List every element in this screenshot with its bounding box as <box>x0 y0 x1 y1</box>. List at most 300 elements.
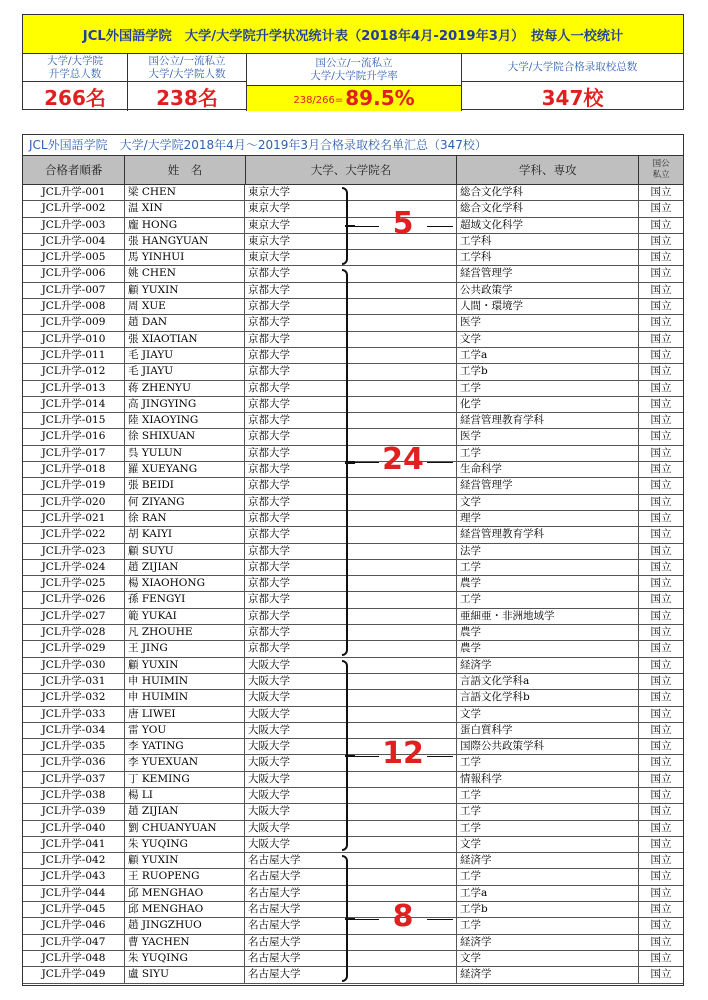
group-bracket-notch <box>345 755 355 758</box>
summary-head-line1: 国公立/一流私立 <box>315 56 393 69</box>
table-row <box>23 462 683 478</box>
summary-head-line1: 大学/大学院合格录取校总数 <box>507 61 638 73</box>
cell-type: 国立 <box>650 283 672 296</box>
table-row <box>23 690 683 706</box>
cell-university: 京都大学 <box>245 283 457 298</box>
cell-type: 国立 <box>650 788 672 801</box>
table-row <box>23 788 683 804</box>
cell-university: 京都大学 <box>245 364 457 379</box>
group-connector-line <box>355 462 379 463</box>
cell-major: 農学 <box>457 576 639 591</box>
table-row <box>23 755 683 771</box>
table-row <box>23 234 683 250</box>
summary-head-line2: 升学总人数 <box>48 67 102 80</box>
table-row <box>23 609 683 625</box>
cell-type: 国立 <box>650 935 672 948</box>
cell-university: 東京大学 <box>245 218 457 233</box>
cell-university: 京都大学 <box>245 299 457 314</box>
summary-head-line2: 大学/大学院人数 <box>148 67 226 80</box>
cell-name: 凡 ZHOUHE <box>125 625 245 640</box>
cell-order: JCL升学-017 <box>23 446 125 461</box>
cell-university: 京都大学 <box>245 511 457 526</box>
cell-university: 名古屋大学 <box>245 935 457 950</box>
cell-university: 京都大学 <box>245 478 457 493</box>
cell-name: 龐 HONG <box>125 218 245 233</box>
cell-type: 国立 <box>650 756 672 769</box>
cell-university: 大阪大学 <box>245 658 457 673</box>
cell-university: 京都大学 <box>245 266 457 281</box>
cell-order: JCL升学-022 <box>23 527 125 542</box>
cell-type: 国立 <box>650 511 672 524</box>
group-bracket-notch <box>345 461 355 464</box>
cell-order: JCL升学-035 <box>23 739 125 754</box>
cell-name: 胡 KAIYI <box>125 527 245 542</box>
cell-name: 孫 FENGYI <box>125 592 245 607</box>
summary-col-top-schools <box>128 54 247 111</box>
cell-university: 京都大学 <box>245 592 457 607</box>
group-connector-line <box>355 919 379 920</box>
cell-major: 総合文化学科 <box>457 185 639 200</box>
cell-major: 化学 <box>457 397 639 412</box>
header-university: 大学、大学院名 <box>246 156 458 184</box>
cell-order: JCL升学-025 <box>23 576 125 591</box>
cell-name: 李 YATING <box>125 739 245 754</box>
cell-major: 工学科 <box>457 250 639 265</box>
summary-col-rate <box>247 54 462 111</box>
cell-name: 朱 YUQING <box>125 951 245 966</box>
table-row <box>23 821 683 837</box>
cell-order: JCL升学-036 <box>23 755 125 770</box>
cell-type: 国立 <box>650 772 672 785</box>
cell-university: 大阪大学 <box>245 821 457 836</box>
summary-grid <box>23 54 683 111</box>
group-connector-line <box>427 226 453 227</box>
cell-type: 国立 <box>650 186 672 198</box>
summary-value: 238名 <box>156 86 218 110</box>
cell-major: 情報科学 <box>457 772 639 787</box>
cell-university: 京都大学 <box>245 462 457 477</box>
cell-university: 京都大学 <box>245 609 457 624</box>
cell-name: 劉 CHUANYUAN <box>125 821 245 836</box>
table-row <box>23 592 683 608</box>
cell-order: JCL升学-046 <box>23 918 125 933</box>
table-row <box>23 739 683 755</box>
cell-type: 国立 <box>650 479 672 492</box>
cell-name: 唐 LIWEI <box>125 707 245 722</box>
table-row <box>23 527 683 543</box>
cell-order: JCL升学-005 <box>23 250 125 265</box>
summary-head-line1: 国公立/一流私立 <box>148 54 226 67</box>
cell-type: 国立 <box>650 805 672 818</box>
cell-university: 大阪大学 <box>245 739 457 754</box>
cell-name: 趙 JINGZHUO <box>125 918 245 933</box>
cell-type: 国立 <box>650 495 672 508</box>
cell-type: 国立 <box>650 414 672 427</box>
cell-type: 国立 <box>650 707 672 720</box>
table-row <box>23 364 683 380</box>
cell-major: 工学 <box>457 918 639 933</box>
table-row <box>23 348 683 364</box>
cell-type: 国立 <box>650 886 672 899</box>
cell-major: 総合文化学科 <box>457 201 639 216</box>
cell-order: JCL升学-008 <box>23 299 125 314</box>
cell-major: 経済学 <box>457 658 639 673</box>
cell-major: 言語文化学科a <box>457 674 639 689</box>
cell-university: 東京大学 <box>245 185 457 200</box>
cell-major: 農学 <box>457 625 639 640</box>
cell-type: 国立 <box>650 397 672 410</box>
cell-name: 範 YUKAI <box>125 609 245 624</box>
cell-university: 大阪大学 <box>245 772 457 787</box>
cell-name: 顧 YUXIN <box>125 283 245 298</box>
cell-name: 邱 MENGHAO <box>125 902 245 917</box>
cell-name: 徐 SHIXUAN <box>125 429 245 444</box>
group-bracket-notch <box>345 225 355 228</box>
table-row <box>23 381 683 397</box>
cell-order: JCL升学-028 <box>23 625 125 640</box>
cell-university: 京都大学 <box>245 413 457 428</box>
cell-type: 国立 <box>650 463 672 476</box>
summary-value: 347校 <box>541 86 604 110</box>
cell-university: 名古屋大学 <box>245 951 457 966</box>
cell-type: 国立 <box>650 642 672 655</box>
cell-name: 蒋 ZHENYU <box>125 381 245 396</box>
cell-name: 姚 CHEN <box>125 266 245 281</box>
cell-name: 顧 YUXIN <box>125 853 245 868</box>
cell-order: JCL升学-049 <box>23 967 125 982</box>
cell-major: 工学 <box>457 446 639 461</box>
table-row <box>23 886 683 902</box>
cell-type: 国立 <box>650 348 672 361</box>
cell-type: 国立 <box>650 528 672 541</box>
cell-name: 王 JING <box>125 641 245 656</box>
table-row <box>23 918 683 934</box>
cell-major: 工学 <box>457 804 639 819</box>
cell-order: JCL升学-019 <box>23 478 125 493</box>
cell-name: 邱 MENGHAO <box>125 886 245 901</box>
header-name: 姓 名 <box>125 156 245 184</box>
table-row <box>23 250 683 266</box>
table-header <box>23 156 683 185</box>
cell-name: 申 HUIMIN <box>125 690 245 705</box>
table-row <box>23 674 683 690</box>
cell-type: 国立 <box>650 560 672 573</box>
cell-name: 羅 XUEYANG <box>125 462 245 477</box>
cell-major: 公共政策学 <box>457 283 639 298</box>
cell-order: JCL升学-020 <box>23 495 125 510</box>
table-row <box>23 478 683 494</box>
cell-order: JCL升学-031 <box>23 674 125 689</box>
cell-university: 京都大学 <box>245 429 457 444</box>
cell-name: 呉 YULUN <box>125 446 245 461</box>
cell-university: 大阪大学 <box>245 804 457 819</box>
cell-name: 曹 YACHEN <box>125 935 245 950</box>
cell-major: 医学 <box>457 315 639 330</box>
cell-type: 国立 <box>650 609 672 622</box>
cell-order: JCL升学-021 <box>23 511 125 526</box>
group-count: 24 <box>382 442 424 478</box>
table-body <box>23 185 683 984</box>
cell-major: 亜細亜・非洲地域学 <box>457 609 639 624</box>
cell-major: 経営管理教育学科 <box>457 413 639 428</box>
summary-rate-formula: 238/266= <box>293 95 344 106</box>
summary-head-line2: 大学/大学院升学率 <box>310 69 398 82</box>
cell-major: 経営管理学 <box>457 266 639 281</box>
cell-type: 国立 <box>650 365 672 378</box>
cell-order: JCL升学-015 <box>23 413 125 428</box>
cell-order: JCL升学-032 <box>23 690 125 705</box>
cell-university: 京都大学 <box>245 332 457 347</box>
cell-major: 国際公共政策学科 <box>457 739 639 754</box>
cell-order: JCL升学-029 <box>23 641 125 656</box>
cell-type: 国立 <box>650 626 672 639</box>
table-row <box>23 853 683 869</box>
table-row <box>23 804 683 820</box>
table-row <box>23 837 683 853</box>
summary-box <box>22 14 684 110</box>
cell-name: 顧 YUXIN <box>125 658 245 673</box>
cell-university: 名古屋大学 <box>245 902 457 917</box>
cell-university: 大阪大学 <box>245 690 457 705</box>
cell-type: 国立 <box>650 723 672 736</box>
group-bracket-notch <box>345 918 355 921</box>
table-row <box>23 332 683 348</box>
cell-order: JCL升学-004 <box>23 234 125 249</box>
header-type-line1: 国公 <box>652 159 670 169</box>
cell-type: 国立 <box>650 430 672 443</box>
cell-type: 国立 <box>650 740 672 753</box>
cell-major: 工学 <box>457 821 639 836</box>
cell-name: 趙 ZIJIAN <box>125 560 245 575</box>
cell-university: 名古屋大学 <box>245 869 457 884</box>
table-row <box>23 707 683 723</box>
cell-university: 大阪大学 <box>245 755 457 770</box>
table-row <box>23 902 683 918</box>
cell-university: 京都大学 <box>245 625 457 640</box>
cell-order: JCL升学-030 <box>23 658 125 673</box>
cell-name: 盧 SIYU <box>125 967 245 982</box>
cell-order: JCL升学-048 <box>23 951 125 966</box>
cell-university: 京都大学 <box>245 560 457 575</box>
cell-type: 国立 <box>650 251 672 264</box>
cell-order: JCL升学-044 <box>23 886 125 901</box>
cell-major: 文学 <box>457 837 639 852</box>
table-row <box>23 397 683 413</box>
table-row <box>23 772 683 788</box>
cell-order: JCL升学-007 <box>23 283 125 298</box>
cell-major: 工学 <box>457 755 639 770</box>
cell-name: 顧 SUYU <box>125 544 245 559</box>
cell-major: 理学 <box>457 511 639 526</box>
table-row <box>23 658 683 674</box>
cell-order: JCL升学-040 <box>23 821 125 836</box>
cell-order: JCL升学-043 <box>23 869 125 884</box>
cell-major: 工学b <box>457 364 639 379</box>
cell-university: 京都大学 <box>245 544 457 559</box>
summary-rate-value <box>247 86 461 111</box>
cell-type: 国立 <box>650 577 672 590</box>
table-row <box>23 299 683 315</box>
cell-major: 工学科 <box>457 234 639 249</box>
cell-order: JCL升学-002 <box>23 201 125 216</box>
cell-university: 大阪大学 <box>245 707 457 722</box>
summary-head-line1: 大学/大学院 <box>46 54 104 67</box>
table-row <box>23 560 683 576</box>
cell-university: 東京大学 <box>245 234 457 249</box>
summary-value: 266名 <box>44 86 106 110</box>
cell-order: JCL升学-006 <box>23 266 125 281</box>
cell-name: 張 XIAOTIAN <box>125 332 245 347</box>
cell-type: 国立 <box>650 821 672 834</box>
cell-major: 工学a <box>457 886 639 901</box>
summary-col-total <box>23 54 128 111</box>
cell-order: JCL升学-033 <box>23 707 125 722</box>
cell-order: JCL升学-027 <box>23 609 125 624</box>
cell-university: 大阪大学 <box>245 837 457 852</box>
cell-order: JCL升学-012 <box>23 364 125 379</box>
cell-type: 国立 <box>650 202 672 215</box>
cell-major: 工学a <box>457 348 639 363</box>
cell-university: 名古屋大学 <box>245 886 457 901</box>
cell-type: 国立 <box>650 446 672 459</box>
cell-type: 国立 <box>650 332 672 345</box>
cell-order: JCL升学-009 <box>23 315 125 330</box>
cell-type: 国立 <box>650 968 672 981</box>
group-count: 12 <box>382 735 424 771</box>
cell-major: 工学 <box>457 381 639 396</box>
cell-major: 工学 <box>457 788 639 803</box>
cell-order: JCL升学-024 <box>23 560 125 575</box>
cell-type: 国立 <box>650 267 672 280</box>
cell-university: 名古屋大学 <box>245 918 457 933</box>
header-major: 学科、専攻 <box>457 156 639 184</box>
cell-major: 生命科学 <box>457 462 639 477</box>
table-row <box>23 511 683 527</box>
cell-university: 京都大学 <box>245 397 457 412</box>
cell-name: 趙 ZIJIAN <box>125 804 245 819</box>
cell-name: 毛 JIAYU <box>125 364 245 379</box>
table-row <box>23 935 683 951</box>
cell-major: 工学 <box>457 560 639 575</box>
cell-university: 東京大学 <box>245 201 457 216</box>
cell-major: 経営管理教育学科 <box>457 527 639 542</box>
cell-name: 朱 YUQING <box>125 837 245 852</box>
cell-university: 名古屋大学 <box>245 853 457 868</box>
cell-order: JCL升学-018 <box>23 462 125 477</box>
cell-order: JCL升学-047 <box>23 935 125 950</box>
table-row <box>23 544 683 560</box>
cell-name: 李 YUEXUAN <box>125 755 245 770</box>
group-connector-line <box>427 756 453 757</box>
table-row <box>23 283 683 299</box>
cell-name: 趙 DAN <box>125 315 245 330</box>
table-row <box>23 576 683 592</box>
cell-university: 京都大学 <box>245 641 457 656</box>
table-row <box>23 723 683 739</box>
cell-name: 楊 LI <box>125 788 245 803</box>
cell-name: 雷 YOU <box>125 723 245 738</box>
cell-type: 国立 <box>650 919 672 932</box>
cell-major: 文学 <box>457 495 639 510</box>
cell-type: 国立 <box>650 870 672 883</box>
cell-order: JCL升学-038 <box>23 788 125 803</box>
cell-university: 京都大学 <box>245 348 457 363</box>
table-row <box>23 641 683 657</box>
cell-major: 医学 <box>457 429 639 444</box>
cell-major: 人間・環境学 <box>457 299 639 314</box>
cell-order: JCL升学-042 <box>23 853 125 868</box>
cell-type: 国立 <box>650 658 672 671</box>
header-type-line2: 私立 <box>652 170 670 180</box>
cell-university: 京都大学 <box>245 495 457 510</box>
cell-order: JCL升学-023 <box>23 544 125 559</box>
cell-major: 文学 <box>457 951 639 966</box>
list-title: JCL外国語学院 大学/大学院2018年4月～2019年3月合格录取校名单汇总（347校） <box>23 135 683 156</box>
group-connector-line <box>355 226 379 227</box>
cell-university: 京都大学 <box>245 527 457 542</box>
cell-order: JCL升学-039 <box>23 804 125 819</box>
group-count: 5 <box>392 205 414 241</box>
cell-major: 工学 <box>457 869 639 884</box>
cell-major: 経済学 <box>457 853 639 868</box>
cell-university: 名古屋大学 <box>245 967 457 982</box>
cell-university: 京都大学 <box>245 446 457 461</box>
group-count: 8 <box>392 898 414 934</box>
cell-major: 工学 <box>457 592 639 607</box>
cell-name: 馬 YINHUI <box>125 250 245 265</box>
cell-major: 蛋白質科学 <box>457 723 639 738</box>
table-row <box>23 951 683 967</box>
cell-name: 周 XUE <box>125 299 245 314</box>
cell-university: 京都大学 <box>245 576 457 591</box>
cell-major: 超域文化科学 <box>457 218 639 233</box>
summary-col-schools <box>462 54 683 111</box>
group-connector-line <box>427 462 453 463</box>
cell-order: JCL升学-013 <box>23 381 125 396</box>
cell-name: 張 BEIDI <box>125 478 245 493</box>
cell-university: 大阪大学 <box>245 788 457 803</box>
cell-order: JCL升学-010 <box>23 332 125 347</box>
cell-major: 工学b <box>457 902 639 917</box>
cell-type: 国立 <box>650 316 672 329</box>
cell-type: 国立 <box>650 837 672 850</box>
cell-name: 徐 RAN <box>125 511 245 526</box>
table-row <box>23 446 683 462</box>
cell-major: 法学 <box>457 544 639 559</box>
cell-name: 王 RUOPENG <box>125 869 245 884</box>
table-row <box>23 495 683 511</box>
cell-major: 経済学 <box>457 967 639 982</box>
cell-order: JCL升学-014 <box>23 397 125 412</box>
table-row <box>23 869 683 885</box>
cell-name: 張 HANGYUAN <box>125 234 245 249</box>
cell-university: 大阪大学 <box>245 723 457 738</box>
group-connector-line <box>427 919 453 920</box>
cell-type: 国立 <box>650 381 672 394</box>
cell-order: JCL升学-037 <box>23 772 125 787</box>
summary-title: JCL外国語学院 大学/大学院升学状况统计表（2018年4月-2019年3月） 按每人一校统计 <box>23 15 683 54</box>
cell-major: 経営管理学 <box>457 478 639 493</box>
table-row <box>23 967 683 983</box>
cell-name: 楊 XIAOHONG <box>125 576 245 591</box>
cell-major: 文学 <box>457 707 639 722</box>
cell-type: 国立 <box>650 674 672 687</box>
cell-name: 陸 XIAOYING <box>125 413 245 428</box>
cell-order: JCL升学-026 <box>23 592 125 607</box>
cell-type: 国立 <box>650 544 672 557</box>
table-row <box>23 266 683 282</box>
cell-university: 東京大学 <box>245 250 457 265</box>
